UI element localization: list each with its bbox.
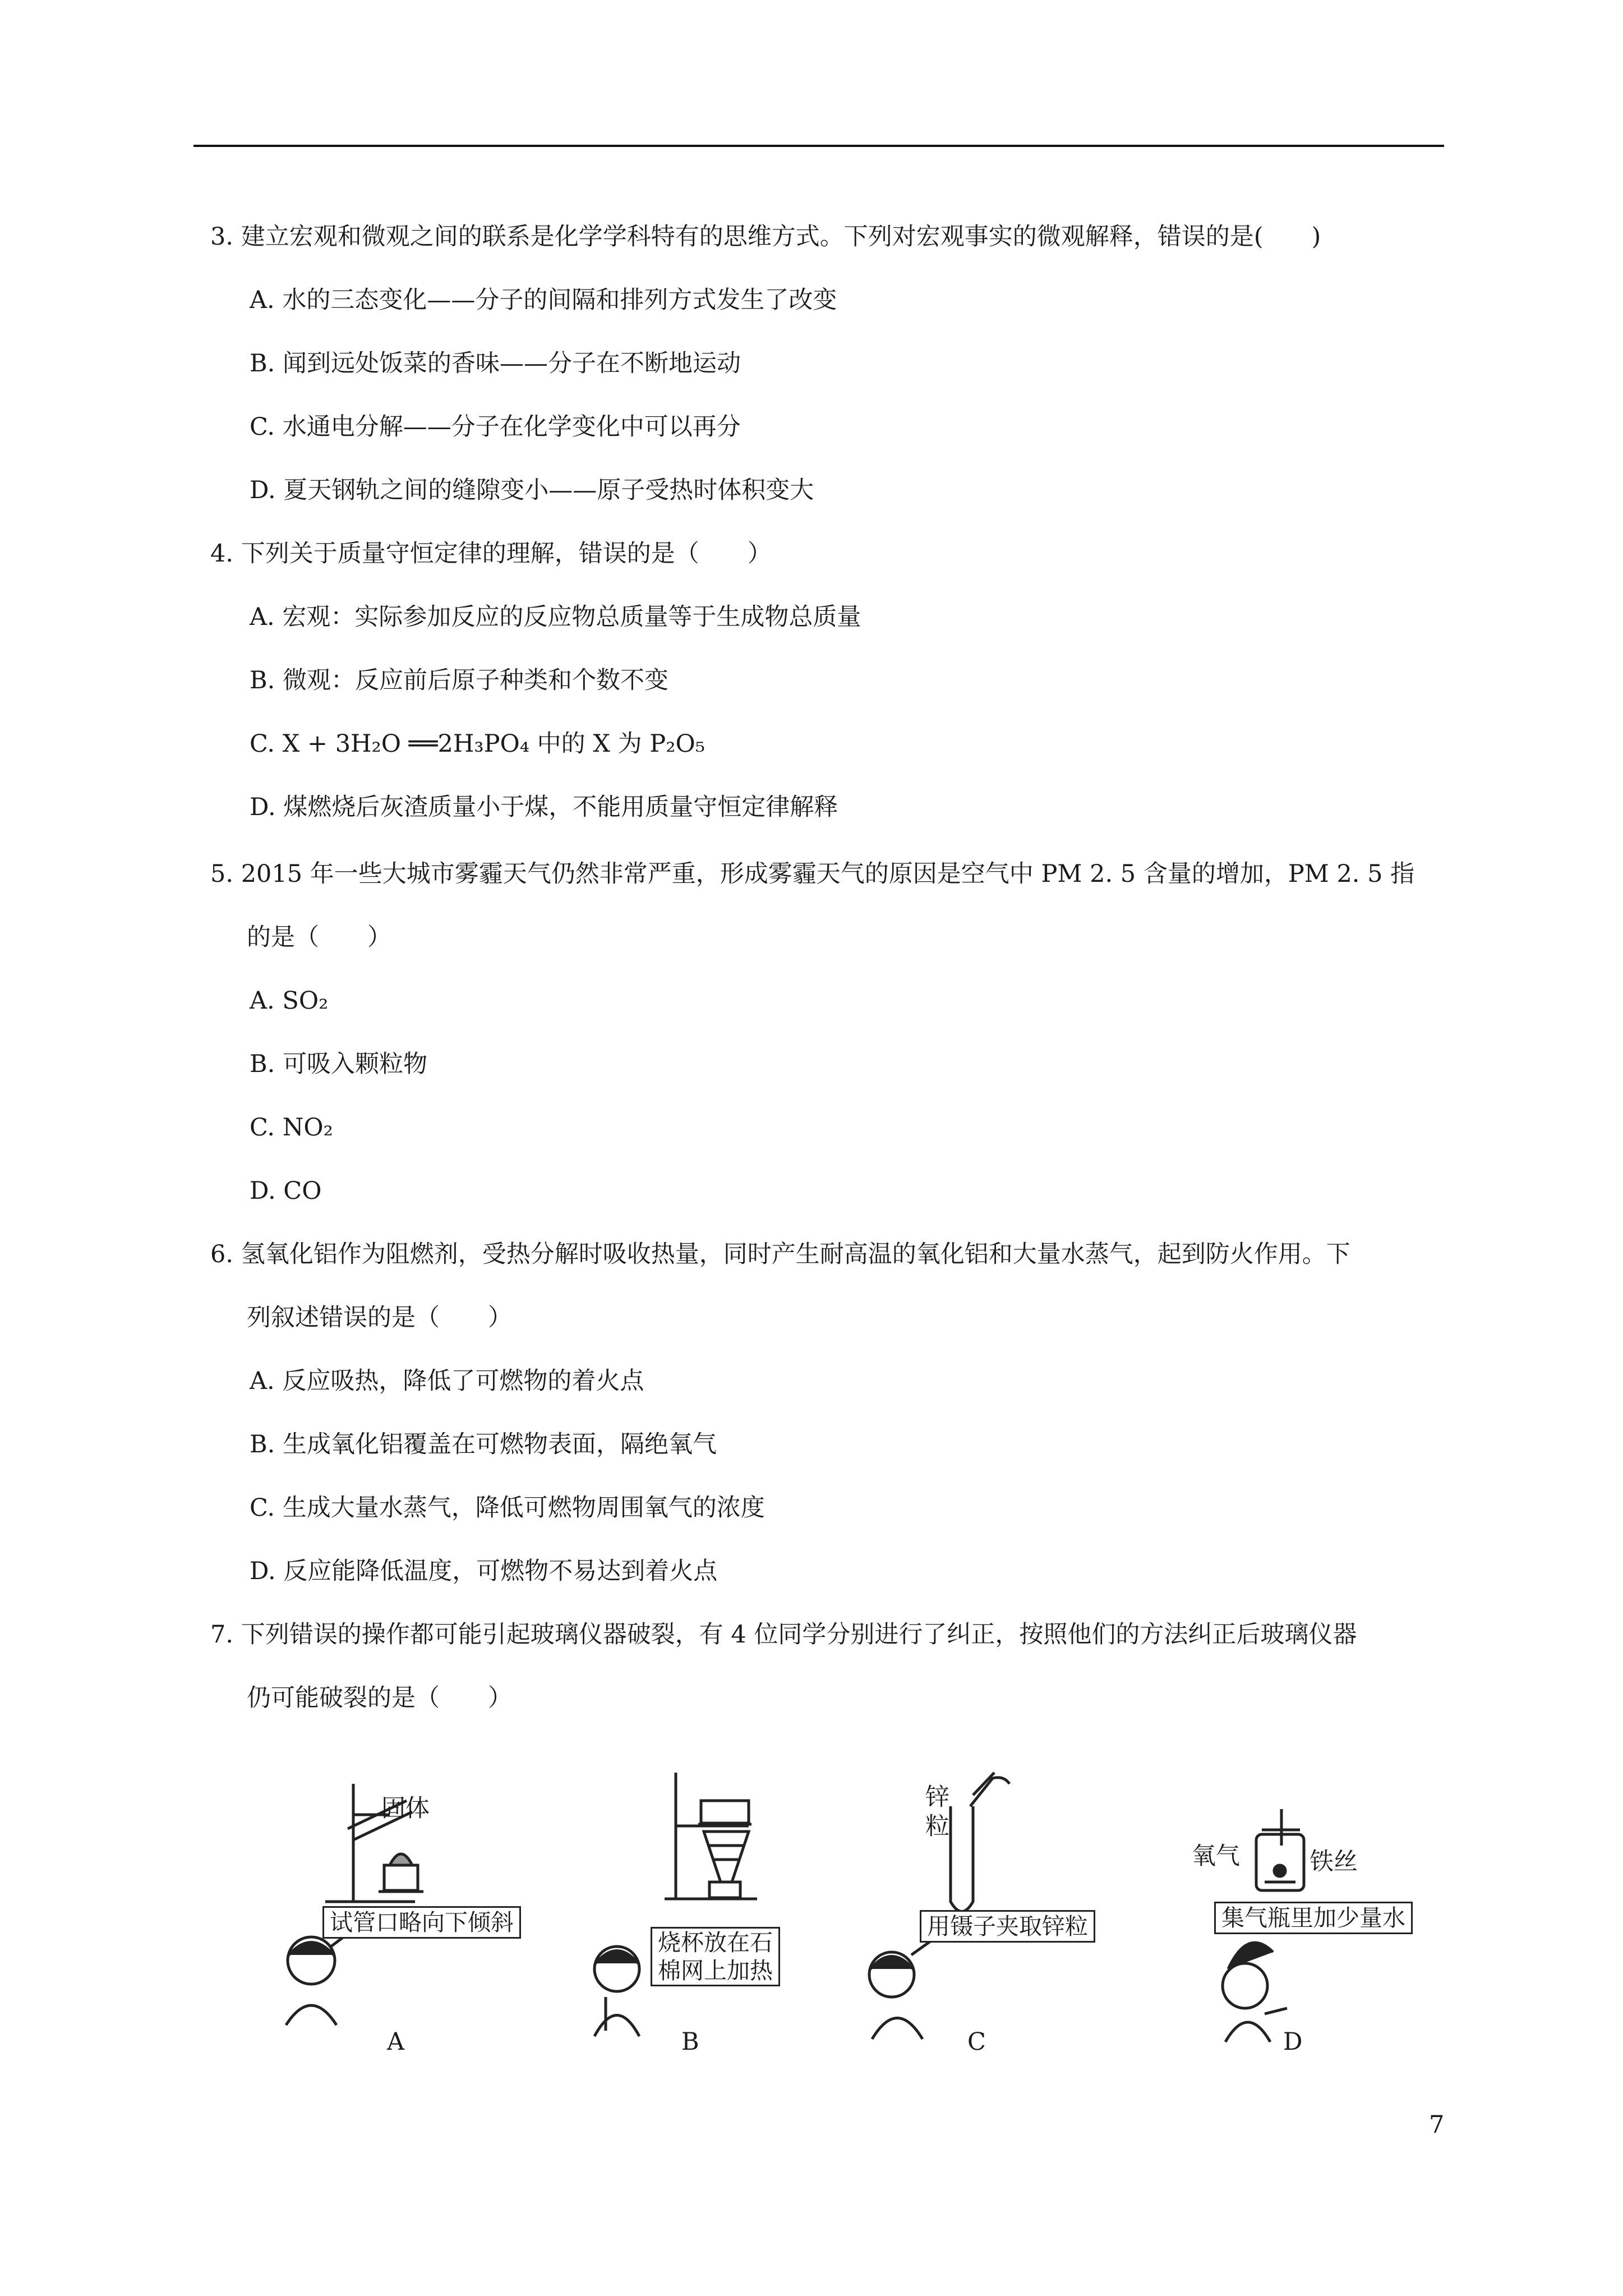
figure-c-speech-bubble: 用镊子夹取锌粒 [920, 1910, 1095, 1943]
question-5-stem [210, 857, 1414, 891]
figure-c [858, 1761, 1172, 2053]
option-4d: D. 煤燃烧后灰渣质量小于煤，不能用质量守恒定律解释 [250, 793, 838, 821]
figure-a-speech-bubble: 试管口略向下倾斜 [322, 1906, 521, 1939]
figure-c-caption: C [967, 2028, 986, 2056]
figure-c-label-line-1: 锌 [925, 1783, 949, 1811]
figure-d-label-left: 氧气 [1192, 1842, 1240, 1870]
question-3-stem [210, 220, 1321, 254]
figure-d-label-right: 铁丝 [1310, 1848, 1358, 1876]
question-number: 4. [210, 540, 234, 568]
option-3c: C. 水通电分解——分子在化学变化中可以再分 [250, 413, 741, 441]
figure-a-caption: A [387, 2028, 405, 2056]
figure-b-speech-bubble [651, 1927, 780, 1986]
option-5a: A. SO₂ [250, 987, 329, 1015]
question-text: 建立宏观和微观之间的联系是化学学科特有的思维方式。下列对宏观事实的微观解释，错误的是( ) [241, 223, 1321, 251]
figure-b-bubble-line-2: 棉网上加热 [658, 1957, 773, 1984]
figure-a [269, 1761, 583, 2053]
question-number: 3. [210, 223, 234, 251]
question-number: 7. [210, 1621, 234, 1649]
figure-d [1172, 1761, 1486, 2053]
option-6a: A. 反应吸热，降低了可燃物的着火点 [250, 1367, 644, 1395]
question-text: 2015 年一些大城市雾霾天气仍然非常严重，形成雾霾天气的原因是空气中 PM 2. 5 含量的增加，PM 2. 5 指 [241, 860, 1415, 888]
question-7-stem-cont: 仍可能破裂的是（ ） [247, 1684, 512, 1712]
page-number: 7 [1429, 2111, 1445, 2139]
option-6d: D. 反应能降低温度，可燃物不易达到着火点 [250, 1557, 718, 1585]
figure-b [589, 1761, 903, 2053]
figure-a-label: 固体 [381, 1795, 430, 1823]
figure-d-caption: D [1283, 2028, 1303, 2056]
option-6b: B. 生成氧化铝覆盖在可燃物表面，隔绝氧气 [250, 1430, 717, 1458]
option-5c: C. NO₂ [250, 1114, 333, 1142]
question-6-stem [210, 1237, 1350, 1271]
option-3b: B. 闻到远处饭菜的香味——分子在不断地运动 [250, 349, 741, 378]
question-text: 下列错误的操作都可能引起玻璃仪器破裂，有 4 位同学分别进行了纠正，按照他们的方法纠正后玻璃仪器 [241, 1621, 1357, 1649]
figure-c-label-line-2: 粒 [925, 1812, 949, 1841]
header-rule [193, 145, 1444, 147]
option-3d: D. 夏天钢轨之间的缝隙变小——原子受热时体积变大 [250, 476, 814, 504]
question-7-stem [210, 1618, 1357, 1651]
question-6-stem-cont: 列叙述错误的是（ ） [247, 1304, 512, 1332]
figure-c-illustration [858, 1761, 1172, 2053]
question-text: 氢氧化铝作为阻燃剂，受热分解时吸收热量，同时产生耐高温的氧化铝和大量水蒸气，起到防火作用。下 [241, 1240, 1350, 1268]
option-6c: C. 生成大量水蒸气，降低可燃物周围氧气的浓度 [250, 1494, 765, 1522]
question-5-stem-cont: 的是（ ） [247, 923, 391, 951]
option-4c: C. X + 3H₂O ══2H₃PO₄ 中的 X 为 P₂O₅ [250, 730, 705, 758]
question-number: 5. [210, 860, 234, 888]
figure-b-bubble-line-1: 烧杯放在石 [658, 1929, 773, 1956]
option-5d: D. CO [250, 1177, 322, 1205]
question-number: 6. [210, 1240, 234, 1268]
option-4b: B. 微观：反应前后原子种类和个数不变 [250, 666, 668, 694]
figure-b-caption: B [681, 2028, 699, 2056]
question-text: 下列关于质量守恒定律的理解，错误的是（ ） [241, 540, 772, 568]
question-4-stem [210, 537, 772, 570]
option-3a: A. 水的三态变化——分子的间隔和排列方式发生了改变 [250, 286, 837, 314]
option-4a: A. 宏观：实际参加反应的反应物总质量等于生成物总质量 [250, 603, 861, 631]
option-5b: B. 可吸入颗粒物 [250, 1050, 427, 1078]
figure-b-illustration [589, 1761, 903, 2053]
figure-d-speech-bubble: 集气瓶里加少量水 [1214, 1902, 1413, 1934]
